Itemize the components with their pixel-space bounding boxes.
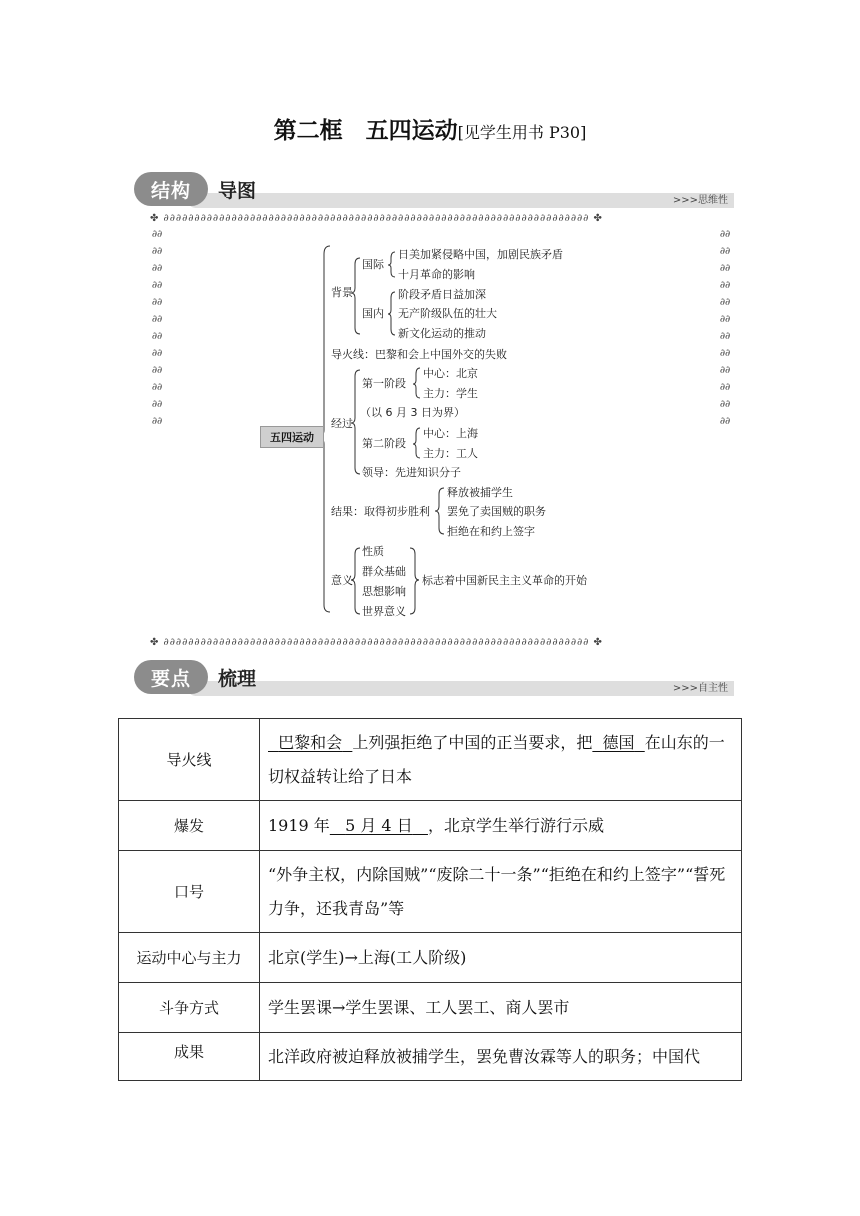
- mm-guonei: 国内: [362, 307, 384, 320]
- row-key: 口号: [119, 851, 260, 933]
- mm-leader: 领导：先进知识分子: [362, 466, 461, 479]
- banner-tag: >>>自主性: [672, 683, 728, 694]
- decorative-border-top: ✤ ∂∂∂∂∂∂∂∂∂∂∂∂∂∂∂∂∂∂∂∂∂∂∂∂∂∂∂∂∂∂∂∂∂∂∂∂∂∂∂∂∂∂∂∂∂∂∂∂∂∂∂∂∂∂∂∂∂∂∂∂∂∂∂∂∂∂∂∂∂ ✤: [150, 213, 603, 224]
- mm-result-3: 拒绝在和约上签字: [447, 525, 535, 538]
- mm-guonei-1: 阶段矛盾日益加深: [398, 288, 486, 301]
- row-value: 巴黎和会 上列强拒绝了中国的正当要求，把 德国 在山东的一切权益转让给了日本: [260, 719, 742, 801]
- row-key: 斗争方式: [119, 983, 260, 1033]
- key-points-table: [118, 718, 742, 1081]
- table-row: [119, 1033, 742, 1081]
- mm-result-1: 释放被捕学生: [447, 486, 513, 499]
- mm-yiyi: 意义: [331, 574, 353, 587]
- row-value: 北京(学生)→上海(工人阶级): [260, 933, 742, 983]
- mm-stage1-center: 中心：北京: [423, 367, 478, 380]
- mm-result: 结果：取得初步胜利: [331, 505, 430, 518]
- mm-guoji-2: 十月革命的影响: [398, 268, 475, 281]
- mm-yiyi-3: 思想影响: [362, 585, 406, 598]
- fill-blank: 德国: [602, 732, 635, 752]
- banner-pill: 要点: [134, 660, 208, 694]
- fill-blank: 5 月 4 日: [345, 815, 413, 835]
- banner-pill: 结构: [134, 172, 208, 206]
- row-key: 成果: [119, 1033, 260, 1081]
- mm-jingguo: 经过: [331, 417, 353, 430]
- row-value: 北洋政府被迫释放被捕学生，罢免曹汝霖等人的职务；中国代: [260, 1033, 742, 1081]
- table-row: [119, 933, 742, 983]
- banner-title: 梳理: [218, 668, 257, 690]
- mm-beijing: 背景: [331, 286, 353, 299]
- mm-stage2-main: 主力：工人: [423, 447, 478, 460]
- mm-stage2-center: 中心：上海: [423, 427, 478, 440]
- decorative-border-right: ∂∂∂∂∂∂∂∂∂∂∂∂∂∂∂∂∂∂∂∂∂∂∂∂: [719, 229, 731, 427]
- table-row: [119, 851, 742, 933]
- mm-result-2: 罢免了卖国贼的职务: [447, 505, 546, 518]
- decorative-border-left: ∂∂∂∂∂∂∂∂∂∂∂∂∂∂∂∂∂∂∂∂∂∂∂∂: [151, 229, 163, 427]
- banner-bar: [188, 681, 734, 696]
- row-value: 学生罢课→学生罢课、工人罢工、商人罢市: [260, 983, 742, 1033]
- row-key: 导火线: [119, 719, 260, 801]
- row-value: “外争主权，内除国贼”“废除二十一条”“拒绝在和约上签字”“誓死力争，还我青岛”等: [260, 851, 742, 933]
- mm-fuse: 导火线：巴黎和会上中国外交的失败: [331, 348, 507, 361]
- table-row: [119, 719, 742, 801]
- row-value: 1919 年 5 月 4 日 ，北京学生举行游行示威: [260, 801, 742, 851]
- mm-yiyi-2: 群众基础: [362, 565, 406, 578]
- mm-yiyi-summary: 标志着中国新民主主义革命的开始: [422, 574, 587, 587]
- mindmap-root: 五四运动: [260, 426, 324, 448]
- mm-stage1-main: 主力：学生: [423, 387, 478, 400]
- row-key: 运动中心与主力: [119, 933, 260, 983]
- decorative-border-bottom: ✤ ∂∂∂∂∂∂∂∂∂∂∂∂∂∂∂∂∂∂∂∂∂∂∂∂∂∂∂∂∂∂∂∂∂∂∂∂∂∂∂∂∂∂∂∂∂∂∂∂∂∂∂∂∂∂∂∂∂∂∂∂∂∂∂∂∂∂∂∂∂ ✤: [150, 637, 603, 648]
- mm-guoji: 国际: [362, 258, 384, 271]
- page-ref: [见学生用书 P30]: [457, 123, 587, 142]
- mm-divider: （以 6 月 3 日为界）: [360, 406, 465, 419]
- mm-stage1: 第一阶段: [362, 377, 406, 390]
- mm-guonei-3: 新文化运动的推动: [398, 327, 486, 340]
- mm-yiyi-1: 性质: [362, 545, 384, 558]
- page-title-main: 第二框 五四运动: [273, 118, 458, 144]
- banner-title: 导图: [218, 180, 257, 202]
- mm-guoji-1: 日美加紧侵略中国，加剧民族矛盾: [398, 248, 563, 261]
- mm-yiyi-4: 世界意义: [362, 605, 406, 618]
- mm-stage2: 第二阶段: [362, 437, 406, 450]
- mm-guonei-2: 无产阶级队伍的壮大: [398, 307, 497, 320]
- fill-blank: 巴黎和会: [278, 732, 343, 752]
- table-row: [119, 983, 742, 1033]
- banner-tag: >>>思维性: [672, 195, 728, 206]
- section-banner-points: [134, 660, 734, 696]
- row-key: 爆发: [119, 801, 260, 851]
- table-row: [119, 801, 742, 851]
